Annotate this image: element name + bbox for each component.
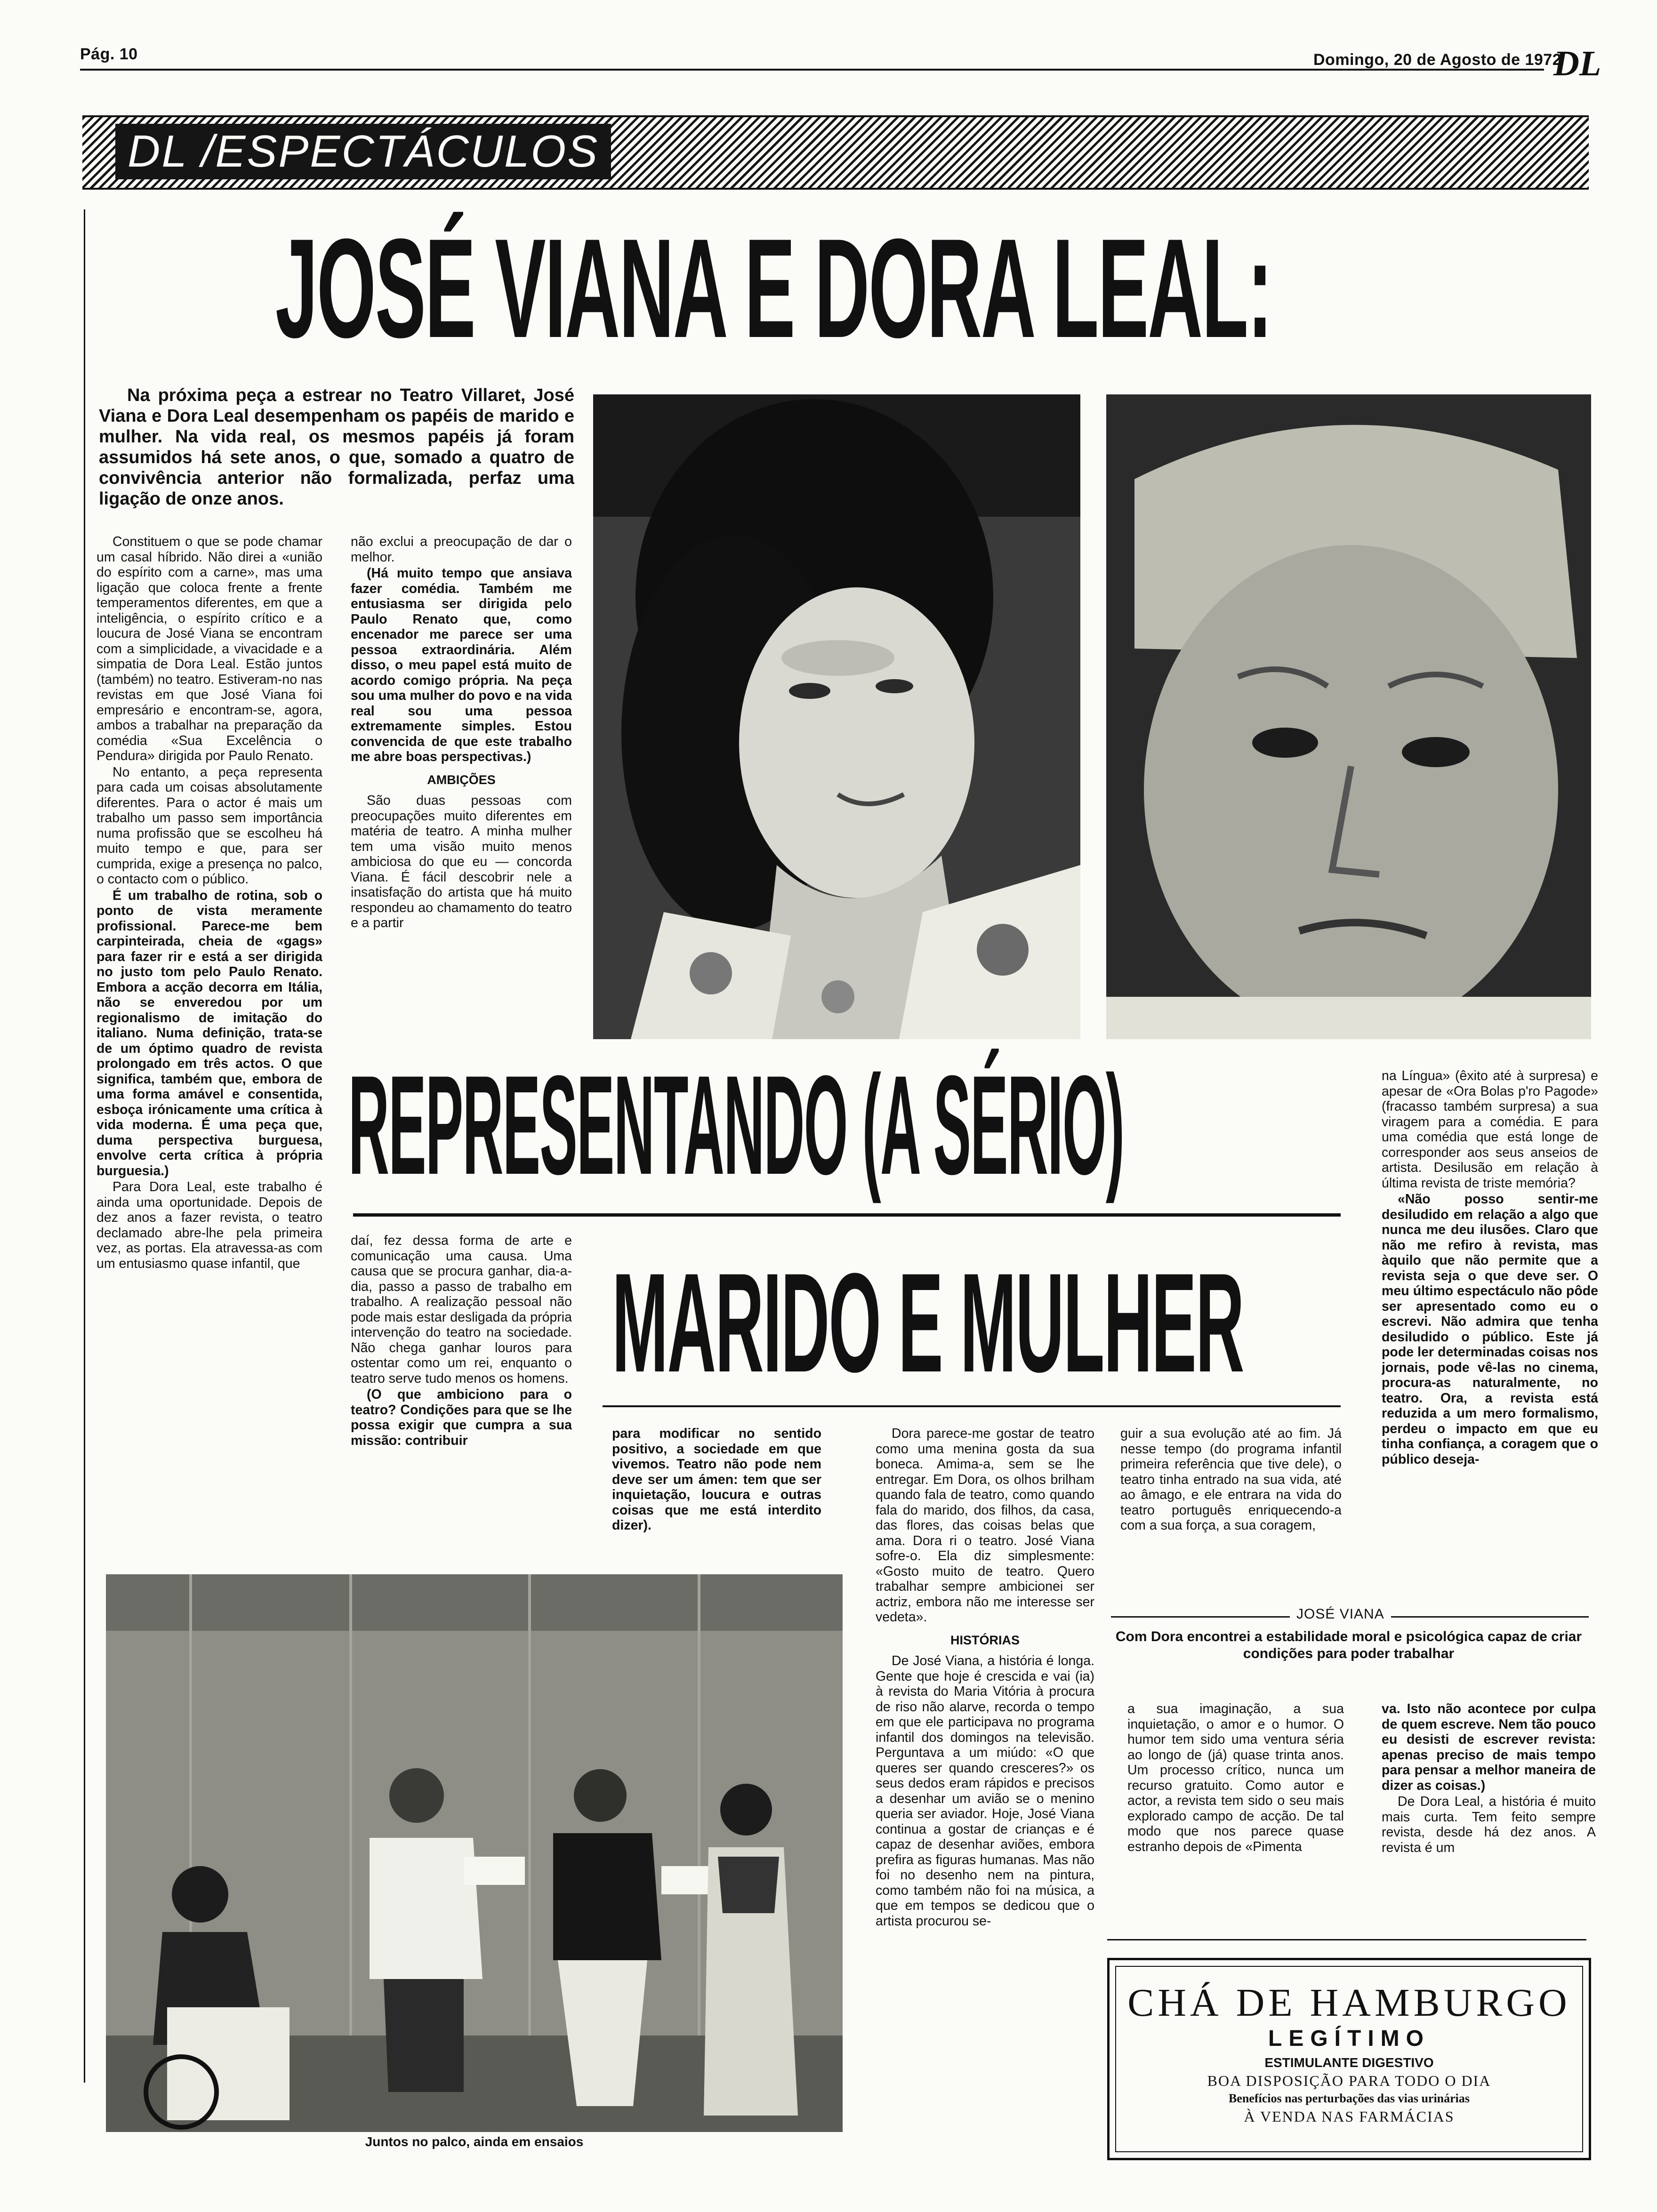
article-column-3 — [612, 1426, 821, 1553]
section-banner — [82, 115, 1589, 190]
pullquote-label: JOSÉ VIANA — [1290, 1606, 1391, 1622]
ad-frame — [1115, 1966, 1583, 2152]
subheadline-marido-e-mulher: MARIDO E MULHER — [612, 1243, 1244, 1402]
article-column-5 — [1120, 1426, 1342, 1586]
article-column-8 — [1382, 1701, 1596, 1913]
section-label: DL /ESPECTÁCULOS — [115, 124, 611, 179]
photo-jose-viana — [1106, 394, 1591, 1039]
article-column-4 — [876, 1426, 1094, 2156]
page-number: Pág. 10 — [80, 45, 138, 63]
article-column-1 — [97, 534, 322, 1541]
col8-paragraph: De Dora Leal, a história é muito mais curta. Tem feito sempre revista, desde há dez anos. A revista é um — [1382, 1794, 1596, 1855]
photo-caption: Juntos no palco, ainda em ensaios — [365, 2134, 584, 2149]
col6-paragraph: na Língua» (êxito até à surpresa) e apesar de «Ora Bolas p'ro Pagode» (fracasso também surpresa) a sua viragem para a comédia. E para uma comédia que está longe de corresponder aos seus anseios de artista. Desilusão em relação à última revista de triste memória? — [1382, 1068, 1598, 1191]
ad-line-farmacias: À VENDA NAS FARMÁCIAS — [1244, 2108, 1455, 2125]
col1-paragraph: No entanto, a peça representa para cada um coisas absolutamente diferentes. Para o actor é mais um trabalho um passo sem importância numa profissão que se escolheu há muito tempo e que, para ser cumprida, exige a presença no palco, o contacto com o público. — [97, 764, 322, 887]
ad-line-beneficios: Benefícios nas perturbações das vias urinárias — [1228, 2092, 1470, 2105]
col6-paragraph: «Não posso sentir-me desiludido em relação a algo que nunca me deu ilusões. Claro que não me refiro à revista, mas àquilo que não permite que a revista seja o que deve ser. O meu último espectáculo não pôde ser apresentado como eu o escrevi. Não admira que tenha desiludido o público. Este já pode ler determinadas coisas nos jornais, pode vê-las no cinema, procura-as naturalmente, no teatro. Ora, a revista está reduzida a um mero formalismo, perdeu o impacto em que eu tinha confiança, a coragem que o público deseja- — [1382, 1192, 1598, 1467]
advertisement-cha-de-hamburgo — [1107, 1958, 1591, 2160]
photo-rehearsal — [106, 1574, 843, 2132]
subheadline-rule — [353, 1213, 1341, 1217]
newspaper-logo: DL — [1553, 44, 1601, 83]
ad-top-rule — [1107, 1939, 1586, 1940]
col7-paragraph: a sua imaginação, a sua inquietação, o amor e o humor. O humor tem sido uma ventura séria ao longo de (já) quase trinta anos. Um processo crítico, nunca um recurso gratuito. Como autor e actor, a revista tem sido o seu mais explorado campo de acção. De tal modo que nos parece quase estranho depois de «Pimenta — [1127, 1701, 1344, 1854]
header-rule — [80, 69, 1544, 71]
article-column-2b — [351, 1233, 572, 1544]
col4-paragraph: Dora parece-me gostar de teatro como uma menina gosta da sua boneca. Amima-a, sem se lhe entregar. Em Dora, os olhos brilham quando fala de teatro, como quando fala do marido, dos filhos, da casa, das flores, das coisas belas que ama. Dora ri o teatro. José Viana sofre-o. Ela diz simplesmente: «Gosto muito de teatro. Quero trabalhar sempre ambicionei ser actriz, embora não me interesse ser vedeta». — [876, 1426, 1094, 1625]
col2-paragraph: não exclui a preocupação de dar o melhor. — [351, 534, 572, 565]
lead-paragraph: Na próxima peça a estrear no Teatro Villaret, José Viana e Dora Leal desempenham os papéis de marido e mulher. Na vida real, os mesmos papéis já foram assumidos há sete anos, o que, somado a quatro de convivência anterior não formalizada, perfaz uma ligação de onze anos. — [99, 385, 574, 509]
article-column-2 — [351, 534, 572, 1052]
pullquote-text: Com Dora encontrei a estabilidade moral e psicológica capaz de criar condições para poder trabalhar — [1115, 1629, 1582, 1661]
photo-dora-leal-image — [593, 394, 1080, 1039]
col2-paragraph: (Há muito tempo que ansiava fazer comédia. Também me entusiasma ser dirigida pelo Paulo Renato que, como encenador me parece ser uma pessoa extraordinária. Além disso, o meu papel está muito de acordo comigo própria. Na peça sou uma mulher do povo e na vida real sou uma pessoa extremamente simples. Estou convencida de que este trabalho me abre boas perspectivas.) — [351, 566, 572, 764]
col4-paragraph: De José Viana, a história é longa. Gente que hoje é crescida e vai (ia) à revista do Maria Vitória à procura de riso não alarve, recorda o tempo em que ele participava no programa infantil dos domingos na televisão. Perguntava a um miúdo: «O que queres ser quando cresceres?» os seus dedos eram rápidos e precisos a desenhar um avião se o menino queria ser aviador. Hoje, José Viana continua a gostar de crianças e é capaz de desenhar aviões, embora prefira as figuras humanas. Mas não foi no desenho nem na pintura, como também não foi na música, a que em tempos se dedicou que o artista procurou se- — [876, 1653, 1094, 1929]
article-column-6 — [1382, 1068, 1598, 1581]
col3-paragraph: para modificar no sentido positivo, a sociedade em que vivemos. Teatro não pode nem deve ser um ámen: tem que ser inquietação, loucura e outras coisas que me está interdito dizer). — [612, 1426, 821, 1533]
col1-paragraph: É um trabalho de rotina, sob o ponto de vista meramente profissional. Parece-me bem carpinteirada, cheia de «gags» para fazer rir e está a ser dirigida no justo tom pelo Paulo Renato. Embora a acção decorra em Itália, não se enveredou por um regionalismo de imitação do italiano. Numa definição, trata-se de um óptimo quadro de revista prolongado em três actos. O que significa, também que, embora de uma forma amável e consentida, esboça irónicamente uma crítica à vida moderna. É uma peça que, duma perspectiva burguesa, envolve certa crítica à própria burguesia.) — [97, 888, 322, 1178]
col1-paragraph: Para Dora Leal, este trabalho é ainda uma oportunidade. Depois de dez anos a fazer revista, o teatro declamado abre-lhe pela primeira vez, as portas. Ela atravessa-as com um entusiasmo quase infantil, que — [97, 1179, 322, 1271]
col5-paragraph: guir a sua evolução até ao fim. Já nesse tempo (do programa infantil primeira referência que tive dele), o teatro tinha entrado na sua vida, até ao âmago, e ele entrara na vida do teatro português enriquecendo-a com a sua força, a sua coragem, — [1120, 1426, 1342, 1533]
photo-jose-viana-image — [1106, 394, 1591, 1039]
photo-dora-leal — [593, 394, 1080, 1039]
col2b-paragraph: daí, fez dessa forma de arte e comunicação uma causa. Uma causa que se procura ganhar, dia-a-dia, passo a passo de trabalho em trabalho. A realização pessoal não pode mais estar desligada da própria intervenção do teatro na sociedade. Não chega ganhar louros para ostentar como um rei, enquanto o teatro serve tudo menos os homens. — [351, 1233, 572, 1386]
subheadline-representando: REPRESENTANDO (A SÉRIO) — [348, 1046, 1124, 1204]
issue-date: Domingo, 20 de Agosto de 1972 — [1313, 51, 1562, 69]
left-column-rule — [84, 209, 85, 2083]
col2-paragraph: São duas pessoas com preocupações muito diferentes em matéria de teatro. A minha mulher tem uma visão muito menos ambiciosa do que eu — concorda Viana. É fácil descobrir nele a insatisfação do artista que há muito respondeu ao chamamento do teatro e a partir — [351, 793, 572, 930]
col2b-paragraph: (O que ambiciono para o teatro? Condições para que se lhe possa exigir que cumpra a sua missão: contribuir — [351, 1387, 572, 1448]
main-headline: JOSÉ VIANA E DORA LEAL: — [275, 209, 1272, 367]
subhead-historias: HISTÓRIAS — [950, 1633, 1020, 1647]
ad-line-disposicao: BOA DISPOSIÇÃO PARA TODO O DIA — [1207, 2072, 1491, 2089]
ad-product-sub: LEGÍTIMO — [1268, 2026, 1430, 2051]
article-column-7 — [1127, 1701, 1344, 1927]
ad-product-name: CHÁ DE HAMBURGO — [1127, 1981, 1571, 2025]
photo-rehearsal-image — [106, 1574, 843, 2132]
subheadline-lower-rule — [603, 1405, 1341, 1407]
col1-paragraph: Constituem o que se pode chamar um casal híbrido. Não direi a «união do espírito com a carne», mas uma ligação que coloca frente a frente temperamentos diferentes, em que a inteligência, o espírito crítico e a loucura de José Viana se encontram com a simplicidade, a vivacidade e a simpatia de Dora Leal. Estão juntos (também) no teatro. Estiveram-no nas revistas em que José Viana foi empresário e encontram-se, agora, ambos a trabalhar na preparação da comédia «Sua Excelência o Pendura» dirigida por Paulo Renato. — [97, 534, 322, 763]
col8-paragraph: va. Isto não acontece por culpa de quem escreve. Nem tão pouco eu desisti de escrever revista: apenas preciso de mais tempo para pensar a melhor maneira de dizer as coisas.) — [1382, 1701, 1596, 1793]
ad-line-digestivo: ESTIMULANTE DIGESTIVO — [1264, 2055, 1434, 2070]
subhead-ambicoes: AMBIÇÕES — [427, 772, 496, 787]
